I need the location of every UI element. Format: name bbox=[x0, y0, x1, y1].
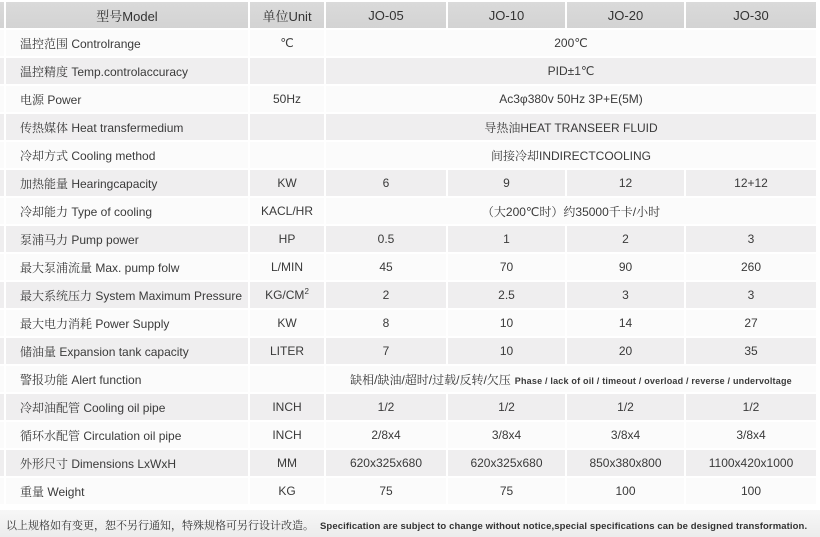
row-span-value-en: Phase / lack of oil / timeout / overload / reverse / undervoltage bbox=[514, 375, 792, 386]
table-row bbox=[0, 310, 816, 336]
row-edge-stub bbox=[0, 394, 4, 420]
header-col-jo30: JO-30 bbox=[686, 2, 816, 28]
row-value: 850x380x800 bbox=[567, 450, 684, 476]
row-span-value: （大200℃时）约35000千卡/小时 bbox=[326, 198, 816, 224]
row-edge-stub bbox=[0, 282, 4, 308]
row-value: 70 bbox=[448, 254, 565, 280]
row-value: 0.5 bbox=[326, 226, 446, 252]
header-col-jo05: JO-05 bbox=[326, 2, 446, 28]
row-value: 620x325x680 bbox=[326, 450, 446, 476]
row-unit bbox=[250, 170, 324, 196]
row-value: 260 bbox=[686, 254, 816, 280]
row-edge-stub bbox=[0, 366, 4, 392]
footer-notice-en: Specification are subject to change without notice,special specifications can be designed transformation. bbox=[320, 521, 808, 532]
row-unit bbox=[250, 198, 324, 224]
row-edge-stub bbox=[0, 478, 4, 504]
row-value: 1/2 bbox=[448, 394, 565, 420]
row-value: 7 bbox=[326, 338, 446, 364]
table-row bbox=[0, 226, 816, 252]
header-row bbox=[0, 2, 816, 28]
row-unit-text: LITER bbox=[269, 344, 304, 358]
table-row bbox=[0, 338, 816, 364]
row-edge-stub bbox=[0, 254, 4, 280]
table-row bbox=[0, 422, 816, 448]
table-row bbox=[0, 114, 816, 140]
row-label: 温控精度 Temp.controlaccuracy bbox=[6, 58, 248, 84]
table-row bbox=[0, 170, 816, 196]
row-label: 最大电力消耗 Power Supply bbox=[6, 310, 248, 336]
table-row bbox=[0, 30, 816, 56]
row-value: 8 bbox=[326, 310, 446, 336]
row-value: 2 bbox=[567, 226, 684, 252]
row-edge-stub bbox=[0, 226, 4, 252]
row-value: 10 bbox=[448, 310, 565, 336]
row-value: 20 bbox=[567, 338, 684, 364]
row-unit-text: MM bbox=[277, 456, 297, 470]
row-value: 3 bbox=[686, 282, 816, 308]
row-label: 最大系统压力 System Maximum Pressure bbox=[6, 282, 248, 308]
row-value: 1 bbox=[448, 226, 565, 252]
row-unit bbox=[250, 58, 324, 84]
row-label: 循环水配管 Circulation oil pipe bbox=[6, 422, 248, 448]
table-row bbox=[0, 198, 816, 224]
row-label: 警报功能 Alert function bbox=[6, 366, 248, 392]
row-unit bbox=[250, 450, 324, 476]
row-label: 冷却能力 Type of cooling bbox=[6, 198, 248, 224]
row-label: 温控范围 Controlrange bbox=[6, 30, 248, 56]
row-label: 最大泵浦流量 Max. pump folw bbox=[6, 254, 248, 280]
row-value: 1/2 bbox=[686, 394, 816, 420]
row-value: 620x325x680 bbox=[448, 450, 565, 476]
row-unit-text: KG/CM bbox=[265, 288, 305, 302]
row-edge-stub bbox=[0, 450, 4, 476]
row-span-value: 导热油HEAT TRANSEER FLUID bbox=[326, 114, 816, 140]
row-unit bbox=[250, 114, 324, 140]
row-edge-stub bbox=[0, 198, 4, 224]
row-value: 100 bbox=[686, 478, 816, 504]
header-edge-stub bbox=[0, 2, 4, 28]
row-value: 75 bbox=[448, 478, 565, 504]
row-label: 电源 Power bbox=[6, 86, 248, 112]
row-unit-text: KW bbox=[277, 316, 297, 330]
row-value: 12+12 bbox=[686, 170, 816, 196]
row-label: 重量 Weight bbox=[6, 478, 248, 504]
row-value: 45 bbox=[326, 254, 446, 280]
row-value: 100 bbox=[567, 478, 684, 504]
table-row bbox=[0, 450, 816, 476]
row-value: 75 bbox=[326, 478, 446, 504]
row-unit-text: KACL/HR bbox=[260, 204, 313, 218]
row-value: 3 bbox=[686, 226, 816, 252]
row-label: 传热媒体 Heat transfermedium bbox=[6, 114, 248, 140]
row-unit bbox=[250, 254, 324, 280]
footer-notice bbox=[0, 510, 820, 537]
row-unit bbox=[250, 394, 324, 420]
row-value: 1/2 bbox=[326, 394, 446, 420]
row-edge-stub bbox=[0, 58, 4, 84]
row-unit-text: L/MIN bbox=[270, 260, 303, 274]
row-label: 加热能量 Hearingcapacity bbox=[6, 170, 248, 196]
row-value: 6 bbox=[326, 170, 446, 196]
row-unit-text: KG bbox=[278, 484, 296, 498]
row-unit bbox=[250, 142, 324, 168]
row-label: 冷却方式 Cooling method bbox=[6, 142, 248, 168]
row-unit bbox=[250, 86, 324, 112]
row-unit bbox=[250, 310, 324, 336]
row-value: 3/8x4 bbox=[448, 422, 565, 448]
header-col-jo10: JO-10 bbox=[448, 2, 565, 28]
row-value: 27 bbox=[686, 310, 816, 336]
row-edge-stub bbox=[0, 142, 4, 168]
row-value: 1100x420x1000 bbox=[686, 450, 816, 476]
row-edge-stub bbox=[0, 422, 4, 448]
row-value: 2 bbox=[326, 282, 446, 308]
row-span-value: 200℃ bbox=[326, 30, 816, 56]
header-unit: 单位Unit bbox=[250, 2, 324, 28]
row-value: 3 bbox=[567, 282, 684, 308]
row-label: 泵浦马力 Pump power bbox=[6, 226, 248, 252]
row-unit-text: HP bbox=[278, 232, 296, 246]
header-model: 型号Model bbox=[6, 2, 248, 28]
row-unit bbox=[250, 478, 324, 504]
row-edge-stub bbox=[0, 114, 4, 140]
row-edge-stub bbox=[0, 30, 4, 56]
row-span-value bbox=[326, 366, 816, 392]
table-row bbox=[0, 394, 816, 420]
table-row bbox=[0, 58, 816, 84]
row-unit-superscript: 2 bbox=[304, 287, 309, 296]
row-value: 12 bbox=[567, 170, 684, 196]
row-edge-stub bbox=[0, 310, 4, 336]
table-row bbox=[0, 254, 816, 280]
row-span-value: Ac3φ380v 50Hz 3P+E(5M) bbox=[326, 86, 816, 112]
row-label: 储油量 Expansion tank capacity bbox=[6, 338, 248, 364]
row-label: 冷却油配管 Cooling oil pipe bbox=[6, 394, 248, 420]
row-unit bbox=[250, 338, 324, 364]
row-label: 外形尺寸 Dimensions LxWxH bbox=[6, 450, 248, 476]
row-unit-text: INCH bbox=[272, 400, 302, 414]
row-value: 3/8x4 bbox=[686, 422, 816, 448]
table-row bbox=[0, 282, 816, 308]
row-value: 2/8x4 bbox=[326, 422, 446, 448]
row-value: 14 bbox=[567, 310, 684, 336]
row-unit bbox=[250, 422, 324, 448]
row-unit bbox=[250, 366, 324, 392]
row-edge-stub bbox=[0, 86, 4, 112]
row-value: 9 bbox=[448, 170, 565, 196]
row-edge-stub bbox=[0, 170, 4, 196]
row-unit-text: 50Hz bbox=[272, 92, 301, 106]
row-span-value: 间接冷却INDIRECTCOOLING bbox=[326, 142, 816, 168]
row-unit-text: INCH bbox=[272, 428, 302, 442]
row-span-value: PID±1℃ bbox=[326, 58, 816, 84]
row-value: 3/8x4 bbox=[567, 422, 684, 448]
row-value: 90 bbox=[567, 254, 684, 280]
row-value: 1/2 bbox=[567, 394, 684, 420]
footer-notice-zh: 以上规格如有变更，恕不另行通知，特殊规格可另行设计改造。 bbox=[6, 520, 314, 532]
row-edge-stub bbox=[0, 338, 4, 364]
row-unit bbox=[250, 282, 324, 308]
row-unit-text: KW bbox=[277, 176, 297, 190]
table-row bbox=[0, 142, 816, 168]
row-value: 10 bbox=[448, 338, 565, 364]
header-col-jo20: JO-20 bbox=[567, 2, 684, 28]
row-unit bbox=[250, 226, 324, 252]
table-row bbox=[0, 86, 816, 112]
row-value: 35 bbox=[686, 338, 816, 364]
row-span-value-zh: 缺相/缺油/超时/过载/反转/欠压 bbox=[350, 372, 511, 387]
row-unit-text: ℃ bbox=[280, 36, 294, 50]
table-row bbox=[0, 366, 816, 392]
table-row bbox=[0, 478, 816, 504]
row-unit bbox=[250, 30, 324, 56]
row-value: 2.5 bbox=[448, 282, 565, 308]
